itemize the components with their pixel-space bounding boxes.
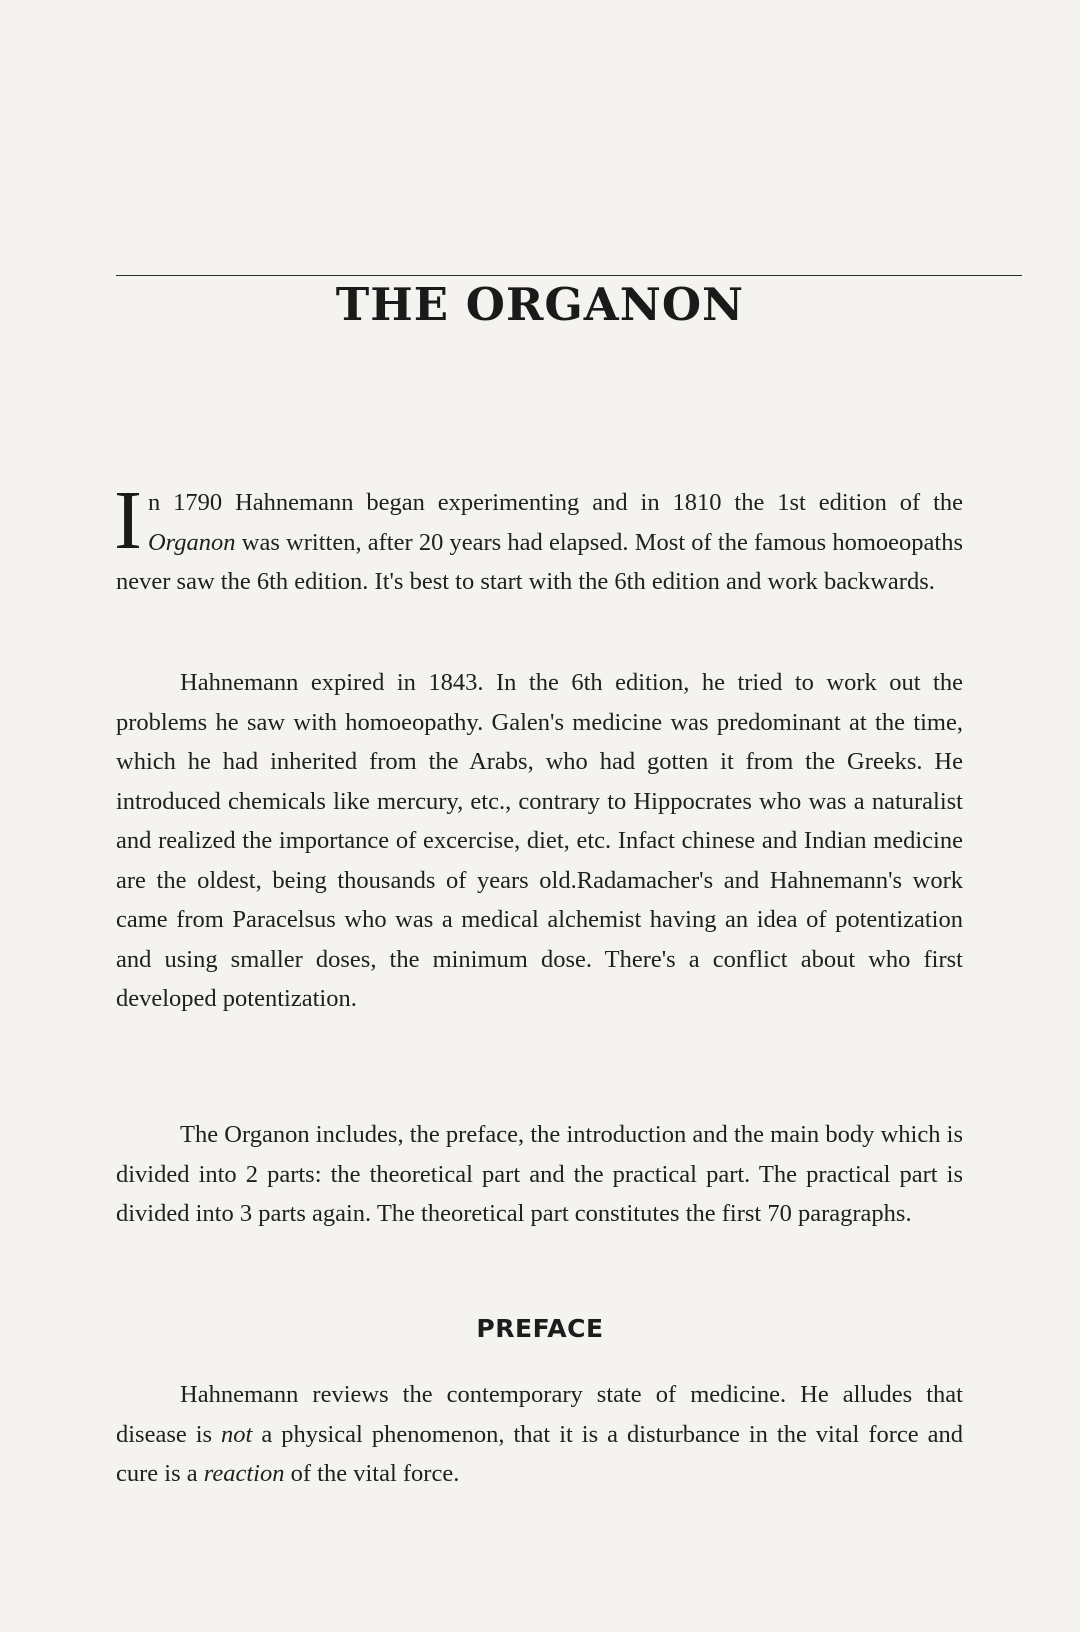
preface-text-b: a physical phenomenon, that it is a disturbance in the vital force and cure is a	[116, 1420, 963, 1487]
paragraph-history: Hahnemann expired in 1843. In the 6th edition, he tried to work out the problems he saw with homoeopathy. Galen's medicine was predominant at the time, which he had inherited from the Arabs, who had gotten it from the Greeks. He introduced chemicals like mercury, etc., contrary to Hippocrates who was a naturalist and realized the importance of excercise, diet, etc. Infact chinese and Indian medicine are the oldest, being thousands of years old.Radamacher's and Hahnemann's work came from Paracelsus who was a medical alchemist having an idea of potentization and using smaller doses, the minimum dose. There's a conflict about who first developed potentization.	[116, 669, 963, 1012]
intro-emphasis: Organon	[147, 528, 236, 556]
paragraph-intro	[114, 474, 963, 602]
paragraph-preface	[116, 1375, 963, 1494]
intro-text: n 1790 Hahnemann began experimenting and in 1810 the 1st edition of the	[147, 489, 963, 516]
paragraph-structure: The Organon includes, the preface, the introduction and the main body which is divided into 2 parts: the theoretical part and the practical part. The practical part is divided into 3 parts again. The theoretical part constitutes the first 70 paragraphs.	[116, 1121, 963, 1227]
preface-text-c: of the vital force.	[284, 1460, 460, 1487]
section-heading-preface: PREFACE	[476, 1314, 604, 1343]
chapter-title: THE ORGANON	[335, 278, 745, 331]
drop-cap: I	[114, 474, 142, 567]
preface-emphasis-not: not	[221, 1420, 253, 1448]
intro-text-continued: was written, after 20 years had elapsed. Most of the famous homoeopaths never saw the 6th edition. It's best to start with the 6th edition and work backwards.	[116, 528, 963, 595]
preface-emphasis-reaction: reaction	[203, 1460, 285, 1487]
title-rule	[116, 275, 1022, 276]
preface-text-a: Hahnemann reviews the contemporary state of medicine. He alludes that disease is	[116, 1381, 963, 1448]
